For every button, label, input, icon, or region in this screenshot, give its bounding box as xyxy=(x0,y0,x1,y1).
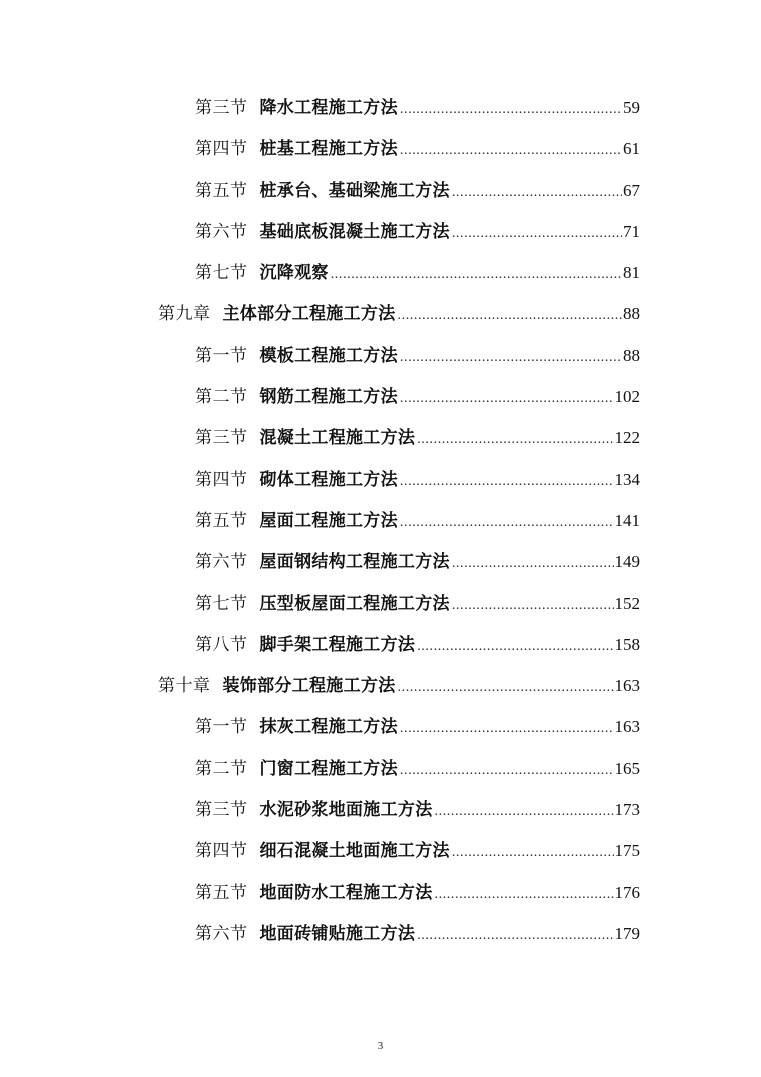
toc-entry-number: 第十章 xyxy=(158,676,211,697)
toc-entry-title: 抹灰工程施工方法 xyxy=(259,717,398,738)
toc-entry-number: 第六节 xyxy=(195,552,248,573)
toc-entry-number: 第三节 xyxy=(195,98,248,118)
toc-entry-page: 176 xyxy=(614,882,640,902)
toc-entry-page: 122 xyxy=(614,428,640,448)
toc-entry[interactable] xyxy=(0,417,761,458)
toc-entry[interactable] xyxy=(0,293,761,334)
dot-leader xyxy=(400,89,622,130)
toc-entry-title: 地面防水工程施工方法 xyxy=(259,882,433,903)
table-of-contents xyxy=(0,87,761,954)
toc-entry-title: 地面砖铺贴施工方法 xyxy=(259,923,416,944)
toc-entry-page: 175 xyxy=(614,841,640,861)
toc-entry[interactable] xyxy=(0,872,761,913)
dot-leader xyxy=(400,750,614,791)
toc-entry[interactable] xyxy=(0,748,761,789)
toc-entry-number: 第六节 xyxy=(195,221,248,242)
toc-entry-page: 152 xyxy=(614,593,640,613)
toc-entry-number: 第一节 xyxy=(195,345,248,366)
toc-entry-title: 主体部分工程施工方法 xyxy=(222,304,396,325)
dot-leader xyxy=(417,915,613,956)
toc-entry-number: 第二节 xyxy=(195,758,248,779)
toc-entry[interactable] xyxy=(0,500,761,541)
toc-entry[interactable] xyxy=(0,913,761,954)
toc-entry-title: 模板工程施工方法 xyxy=(259,345,398,366)
toc-entry-page: 81 xyxy=(623,263,640,283)
toc-entry[interactable] xyxy=(0,211,761,252)
toc-entry-number: 第八节 xyxy=(195,634,248,655)
dot-leader xyxy=(400,708,614,749)
toc-entry-number: 第四节 xyxy=(195,139,248,160)
toc-entry-title: 细石混凝土地面施工方法 xyxy=(259,841,450,862)
toc-entry[interactable] xyxy=(0,335,761,376)
toc-entry-title: 砌体工程施工方法 xyxy=(259,469,398,490)
dot-leader xyxy=(400,378,614,419)
dot-leader xyxy=(400,502,614,543)
toc-entry-number: 第七节 xyxy=(195,593,248,614)
toc-entry-title: 屋面工程施工方法 xyxy=(259,510,398,531)
toc-entry-title: 门窗工程施工方法 xyxy=(259,758,398,779)
toc-entry[interactable] xyxy=(0,376,761,417)
toc-entry-title: 桩承台、基础梁施工方法 xyxy=(259,180,450,201)
toc-entry-page: 88 xyxy=(623,304,640,324)
toc-entry-number: 第五节 xyxy=(195,510,248,531)
toc-entry-page: 134 xyxy=(614,469,640,489)
toc-entry-page: 165 xyxy=(614,758,640,778)
toc-entry-page: 71 xyxy=(623,221,640,241)
toc-entry[interactable] xyxy=(0,665,761,706)
toc-entry-title: 桩基工程施工方法 xyxy=(259,139,398,160)
toc-entry-page: 59 xyxy=(623,98,640,117)
toc-entry-title: 压型板屋面工程施工方法 xyxy=(259,593,450,614)
toc-entry-number: 第三节 xyxy=(195,800,248,821)
toc-entry-number: 第五节 xyxy=(195,882,248,903)
dot-leader xyxy=(452,172,622,213)
dot-leader xyxy=(452,213,622,254)
toc-entry[interactable] xyxy=(0,128,761,169)
toc-entry-page: 158 xyxy=(614,634,640,654)
toc-entry-page: 88 xyxy=(623,345,640,365)
dot-leader xyxy=(398,667,614,708)
toc-entry-page: 149 xyxy=(614,552,640,572)
toc-entry-title: 水泥砂浆地面施工方法 xyxy=(259,800,433,821)
toc-entry-page: 141 xyxy=(614,510,640,530)
toc-entry-number: 第五节 xyxy=(195,180,248,201)
toc-entry[interactable] xyxy=(0,459,761,500)
dot-leader xyxy=(417,419,613,460)
toc-entry[interactable] xyxy=(0,830,761,871)
dot-leader xyxy=(331,254,622,295)
dot-leader xyxy=(417,626,613,667)
toc-entry-page: 102 xyxy=(614,387,640,407)
dot-leader xyxy=(452,585,614,626)
toc-entry-title: 降水工程施工方法 xyxy=(259,98,398,118)
toc-entry[interactable] xyxy=(0,170,761,211)
toc-entry[interactable] xyxy=(0,706,761,747)
toc-entry-title: 屋面钢结构工程施工方法 xyxy=(259,552,450,573)
dot-leader xyxy=(400,337,622,378)
toc-entry-title: 脚手架工程施工方法 xyxy=(259,634,416,655)
toc-entry-number: 第六节 xyxy=(195,923,248,944)
toc-entry-number: 第七节 xyxy=(195,263,248,284)
toc-entry-title: 沉降观察 xyxy=(259,263,329,284)
dot-leader xyxy=(452,543,614,584)
toc-entry-page: 163 xyxy=(614,717,640,737)
toc-entry-page: 179 xyxy=(614,923,640,943)
toc-entry-number: 第三节 xyxy=(195,428,248,449)
toc-entry-number: 第九章 xyxy=(158,304,211,325)
toc-entry-page: 173 xyxy=(614,800,640,820)
toc-entry-title: 装饰部分工程施工方法 xyxy=(222,676,396,697)
page-number: 3 xyxy=(377,1040,384,1052)
toc-entry-number: 第一节 xyxy=(195,717,248,738)
toc-entry-page: 61 xyxy=(623,139,640,159)
dot-leader xyxy=(400,130,622,171)
dot-leader xyxy=(452,832,614,873)
dot-leader xyxy=(435,791,614,832)
toc-entry-title: 基础底板混凝土施工方法 xyxy=(259,221,450,242)
dot-leader xyxy=(398,295,623,336)
toc-entry[interactable] xyxy=(0,252,761,293)
toc-entry-title: 钢筋工程施工方法 xyxy=(259,387,398,408)
toc-entry-page: 163 xyxy=(614,676,640,696)
toc-entry-title: 混凝土工程施工方法 xyxy=(259,428,416,449)
toc-entry[interactable] xyxy=(0,87,761,128)
dot-leader xyxy=(400,461,614,502)
toc-entry-number: 第四节 xyxy=(195,841,248,862)
toc-entry[interactable] xyxy=(0,624,761,665)
toc-entry-number: 第四节 xyxy=(195,469,248,490)
toc-entry-page: 67 xyxy=(623,180,640,200)
toc-entry[interactable] xyxy=(0,789,761,830)
toc-entry-number: 第二节 xyxy=(195,387,248,408)
dot-leader xyxy=(435,874,614,915)
toc-entry[interactable] xyxy=(0,583,761,624)
toc-entry[interactable] xyxy=(0,541,761,582)
